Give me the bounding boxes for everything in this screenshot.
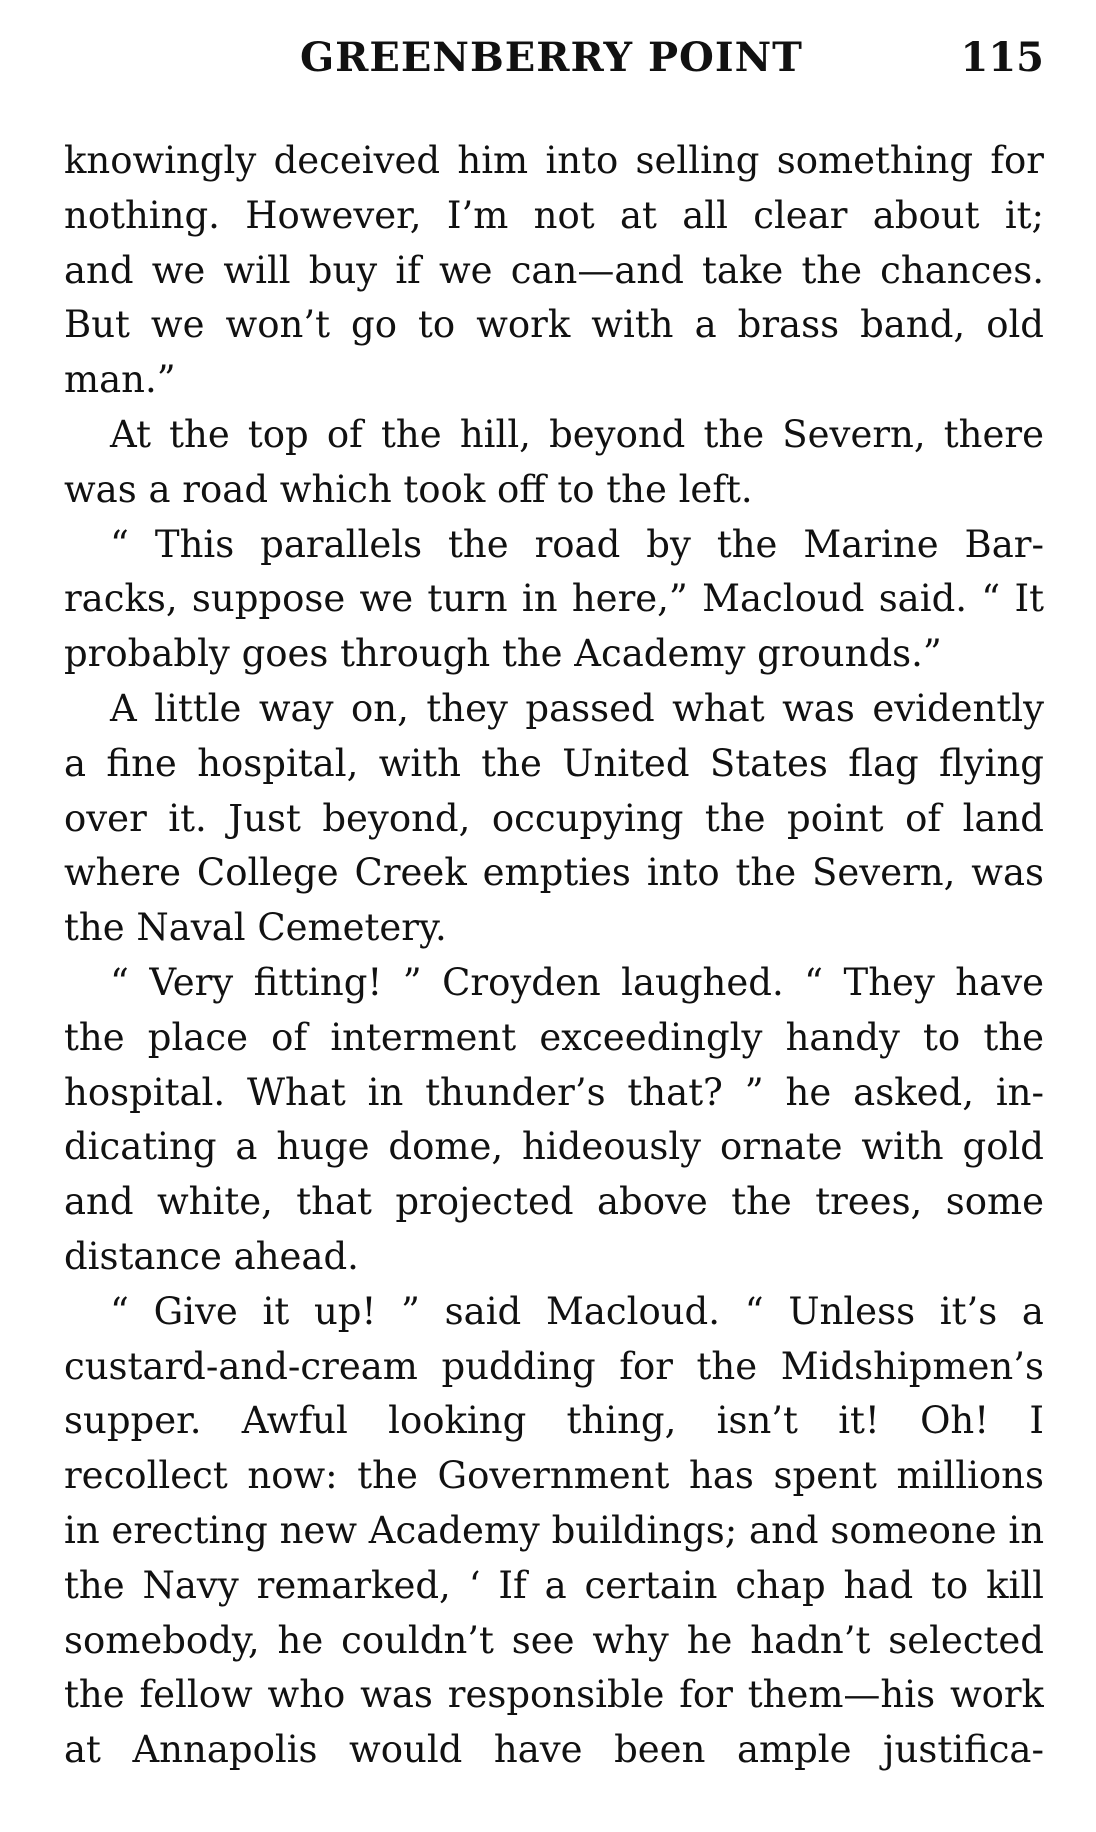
text-line: A little way on, they passed what was evidently <box>110 686 1044 730</box>
text-line: where College Creek empties into the Severn, was <box>64 851 1044 895</box>
text-line: hospital. What in thunder’s that? ” he asked, in- <box>64 1070 1044 1114</box>
text-line: the place of interment exceedingly handy to the <box>64 1015 1044 1059</box>
text-line: over it. Just beyond, occupying the point of land <box>64 796 1044 840</box>
text-line: the fellow who was responsible for them—his work <box>64 1673 1044 1717</box>
text-line: racks, suppose we turn in here,” Macloud said. “ It <box>64 577 1044 621</box>
text-line: a fine hospital, with the United States flag flying <box>64 741 1044 785</box>
text-line: distance ahead. <box>64 1234 359 1278</box>
text-line: and white, that projected above the trees, some <box>64 1180 1044 1224</box>
text-line: in erecting new Academy buildings; and someone in <box>64 1508 1044 1552</box>
text-line: somebody, he couldn’t see why he hadn’t selected <box>64 1618 1044 1662</box>
text-line: custard-and-cream pudding for the Midshipmen’s <box>64 1344 1044 1388</box>
text-line: “ Give it up! ” said Macloud. “ Unless it’s a <box>110 1289 1044 1333</box>
text-line: knowingly deceived him into selling something for <box>64 139 1044 182</box>
text-line: nothing. However, I’m not at all clear about it; <box>64 193 1044 237</box>
text-line: At the top of the hill, beyond the Severn, there <box>110 412 1044 456</box>
body-text <box>64 134 1044 1778</box>
text-line: the Naval Cemetery. <box>64 906 447 950</box>
text-line: dicating a huge dome, hideously ornate with gold <box>64 1125 1044 1169</box>
text-line: But we won’t go to work with a brass band, old <box>64 303 1044 347</box>
page-number: 115 <box>960 34 1044 81</box>
text-line: probably goes through the Academy grounds.” <box>64 632 942 676</box>
running-head: GREENBERRY POINT <box>300 34 803 81</box>
text-line: man.” <box>64 358 176 402</box>
text-line: “ Very fitting! ” Croyden laughed. “ They have <box>110 960 1044 1004</box>
text-line: at Annapolis would have been ample justifica- <box>64 1728 1044 1772</box>
text-line: recollect now: the Government has spent millions <box>64 1454 1044 1498</box>
text-line: supper. Awful looking thing, isn’t it! Oh! I <box>64 1399 1044 1443</box>
text-line: and we will buy if we can—and take the chances. <box>64 248 1044 292</box>
text-line: “ This parallels the road by the Marine Bar- <box>110 522 1044 566</box>
page-header <box>64 34 1044 98</box>
text-line: the Navy remarked, ‘ If a certain chap had to kill <box>64 1563 1044 1607</box>
text-line: was a road which took off to the left. <box>64 467 753 511</box>
